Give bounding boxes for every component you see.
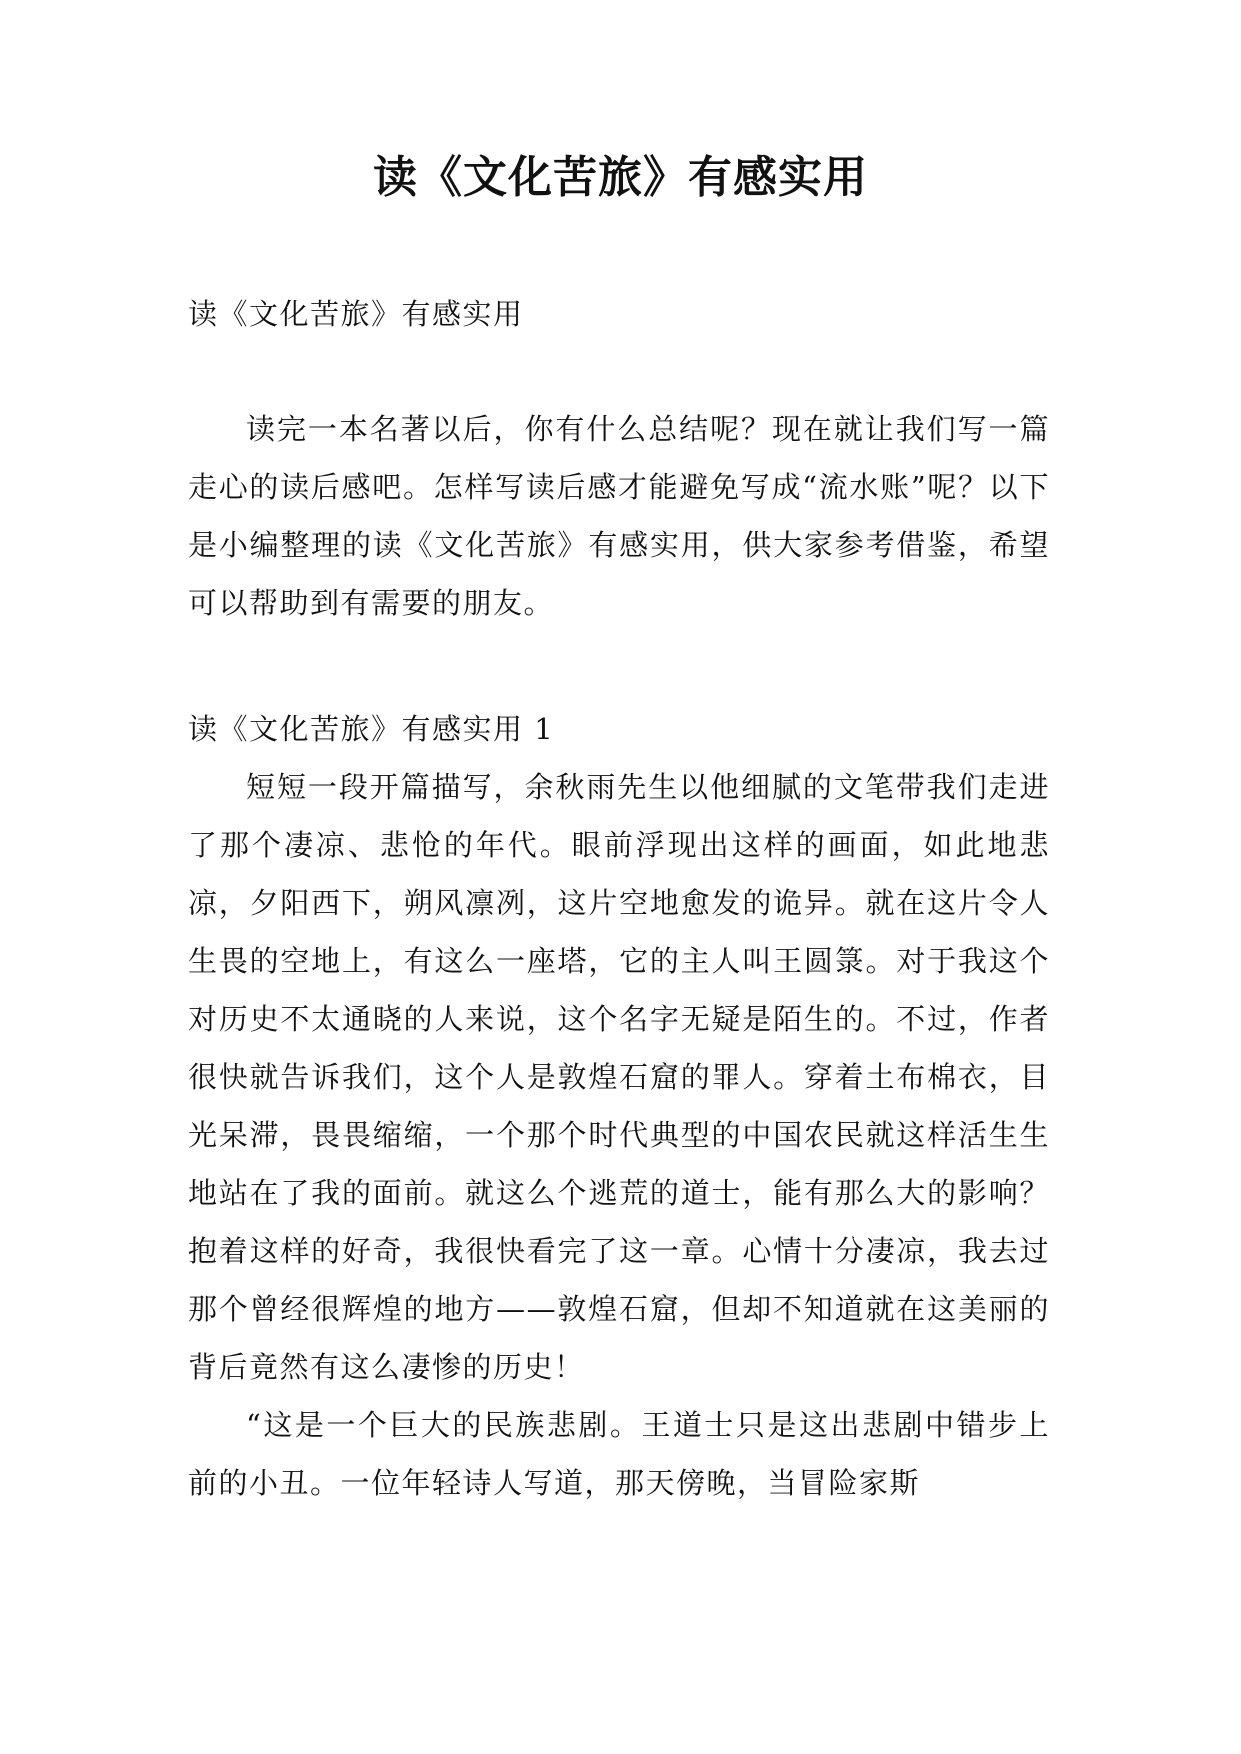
document-title: 读《文化苦旅》有感实用: [373, 152, 868, 203]
section-1: [188, 700, 1050, 1512]
intro-text: 读完一本名著以后，你有什么总结呢？现在就让我们写一篇走心的读后感吧。怎样写读后感才能避免写成“流水账”呢？以下是小编整理的读《文化苦旅》有感实用，供大家参考借鉴，希望可以帮助到有需要的朋友。: [188, 412, 1050, 620]
document-subtitle: 读《文化苦旅》有感实用: [188, 297, 524, 331]
intro-paragraph: [188, 400, 1050, 632]
section-1-heading: 读《文化苦旅》有感实用 1: [188, 712, 555, 746]
section-1-paragraph-2: “这是一个巨大的民族悲剧。王道士只是这出悲剧中错步上前的小丑。一位年轻诗人写道，那天傍晚，当冒险家斯: [188, 1408, 1050, 1500]
section-1-paragraph-1: 短短一段开篇描写，余秋雨先生以他细腻的文笔带我们走进了那个凄凉、悲怆的年代。眼前浮现出这样的画面，如此地悲凉，夕阳西下，朔风凛冽，这片空地愈发的诡异。就在这片令人生畏的空地上，有这么一座塔，它的主人叫王圆箓。对于我这个对历史不太通晓的人来说，这个名字无疑是陌生的。不过，作者很快就告诉我们，这个人是敦煌石窟的罪人。穿着土布棉衣，目光呆滞，畏畏缩缩，一个那个时代典型的中国农民就这样活生生地站在了我的面前。就这么个逃荒的道士，能有那么大的影响？抱着这样的好奇，我很快看完了这一章。心情十分凄凉，我去过那个曾经很辉煌的地方——敦煌石窟，但却不知道就在这美丽的背后竟然有这么凄惨的历史！: [188, 770, 1050, 1384]
